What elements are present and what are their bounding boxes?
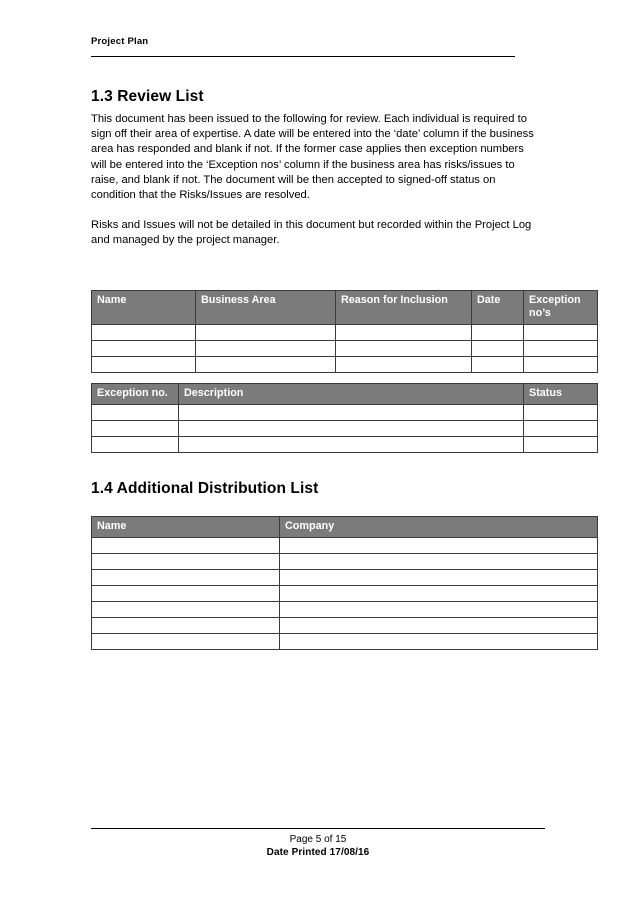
column-header-reason-for-inclusion: Reason for Inclusion bbox=[336, 291, 472, 325]
footer-date-printed: Date Printed 17/08/16 bbox=[266, 847, 370, 858]
cell-business-area[interactable] bbox=[196, 357, 336, 373]
column-header-business-area: Business Area bbox=[196, 291, 336, 325]
cell-company[interactable] bbox=[280, 570, 598, 586]
cell-company[interactable] bbox=[280, 634, 598, 650]
distribution-table bbox=[91, 516, 598, 650]
cell-description[interactable] bbox=[179, 405, 524, 421]
table-row bbox=[92, 405, 598, 421]
column-header-exception-nos: Exception no’s bbox=[524, 291, 598, 325]
cell-name[interactable] bbox=[92, 554, 280, 570]
table-header-row bbox=[92, 517, 598, 538]
page-footer bbox=[91, 828, 545, 859]
cell-reason[interactable] bbox=[336, 325, 472, 341]
cell-company[interactable] bbox=[280, 538, 598, 554]
review-paragraph-2: Risks and Issues will not be detailed in this document but recorded within the Project Log and managed by the project manager. bbox=[91, 219, 532, 247]
table-row bbox=[92, 554, 598, 570]
column-header-description: Description bbox=[179, 384, 524, 405]
table-row bbox=[92, 437, 598, 453]
cell-name[interactable] bbox=[92, 357, 196, 373]
cell-date[interactable] bbox=[472, 357, 524, 373]
exception-table bbox=[91, 383, 598, 453]
review-list-table bbox=[91, 290, 598, 373]
cell-exception-no[interactable] bbox=[92, 405, 179, 421]
cell-company[interactable] bbox=[280, 618, 598, 634]
page-header bbox=[91, 36, 515, 57]
cell-reason[interactable] bbox=[336, 341, 472, 357]
review-list-table-wrapper bbox=[91, 290, 597, 373]
cell-date[interactable] bbox=[472, 341, 524, 357]
header-divider bbox=[91, 56, 515, 57]
table-row bbox=[92, 357, 598, 373]
table-row bbox=[92, 341, 598, 357]
table-row bbox=[92, 618, 598, 634]
table-row bbox=[92, 570, 598, 586]
cell-name[interactable] bbox=[92, 634, 280, 650]
table-row bbox=[92, 602, 598, 618]
cell-name[interactable] bbox=[92, 325, 196, 341]
cell-exception-nos[interactable] bbox=[524, 357, 598, 373]
column-header-company: Company bbox=[280, 517, 598, 538]
cell-name[interactable] bbox=[92, 570, 280, 586]
cell-exception-no[interactable] bbox=[92, 437, 179, 453]
cell-description[interactable] bbox=[179, 437, 524, 453]
table-header-row bbox=[92, 384, 598, 405]
cell-date[interactable] bbox=[472, 325, 524, 341]
column-header-exception-no: Exception no. bbox=[92, 384, 179, 405]
cell-reason[interactable] bbox=[336, 357, 472, 373]
footer-divider bbox=[91, 828, 545, 829]
header-title: Project Plan bbox=[91, 36, 149, 47]
exception-table-wrapper bbox=[91, 383, 597, 453]
cell-status[interactable] bbox=[524, 437, 598, 453]
cell-exception-nos[interactable] bbox=[524, 341, 598, 357]
table-header-row bbox=[92, 291, 598, 325]
cell-company[interactable] bbox=[280, 602, 598, 618]
cell-business-area[interactable] bbox=[196, 325, 336, 341]
cell-name[interactable] bbox=[92, 538, 280, 554]
cell-company[interactable] bbox=[280, 554, 598, 570]
cell-name[interactable] bbox=[92, 586, 280, 602]
cell-status[interactable] bbox=[524, 421, 598, 437]
cell-status[interactable] bbox=[524, 405, 598, 421]
page-title: 1.3 Review List bbox=[91, 88, 204, 105]
table-row bbox=[92, 538, 598, 554]
cell-business-area[interactable] bbox=[196, 341, 336, 357]
cell-description[interactable] bbox=[179, 421, 524, 437]
review-paragraph-1: This document has been issued to the following for review. Each individual is required to sign off their area of expertise. A date will be entered into the ‘date’ column if the business area has responded and blank if not. If the former case applies then exception numbers will be entered into the ‘Exception nos’ column if the business area has risks/issues to raise, and blank if not. The document will be then accepted to signed-off status on condition that the Risks/Issues are resolved. bbox=[91, 113, 534, 202]
review-list-section bbox=[91, 88, 597, 249]
footer-page-number: Page 5 of 15 bbox=[289, 834, 347, 845]
section-heading-additional: 1.4 Additional Distribution List bbox=[91, 480, 319, 497]
column-header-name: Name bbox=[92, 291, 196, 325]
additional-distribution-section bbox=[91, 480, 597, 504]
table-row bbox=[92, 325, 598, 341]
cell-exception-nos[interactable] bbox=[524, 325, 598, 341]
table-row bbox=[92, 421, 598, 437]
cell-company[interactable] bbox=[280, 586, 598, 602]
column-header-status: Status bbox=[524, 384, 598, 405]
column-header-name: Name bbox=[92, 517, 280, 538]
cell-name[interactable] bbox=[92, 341, 196, 357]
table-row bbox=[92, 634, 598, 650]
cell-name[interactable] bbox=[92, 618, 280, 634]
distribution-table-wrapper bbox=[91, 516, 597, 650]
cell-name[interactable] bbox=[92, 602, 280, 618]
cell-exception-no[interactable] bbox=[92, 421, 179, 437]
table-row bbox=[92, 586, 598, 602]
column-header-date: Date bbox=[472, 291, 524, 325]
